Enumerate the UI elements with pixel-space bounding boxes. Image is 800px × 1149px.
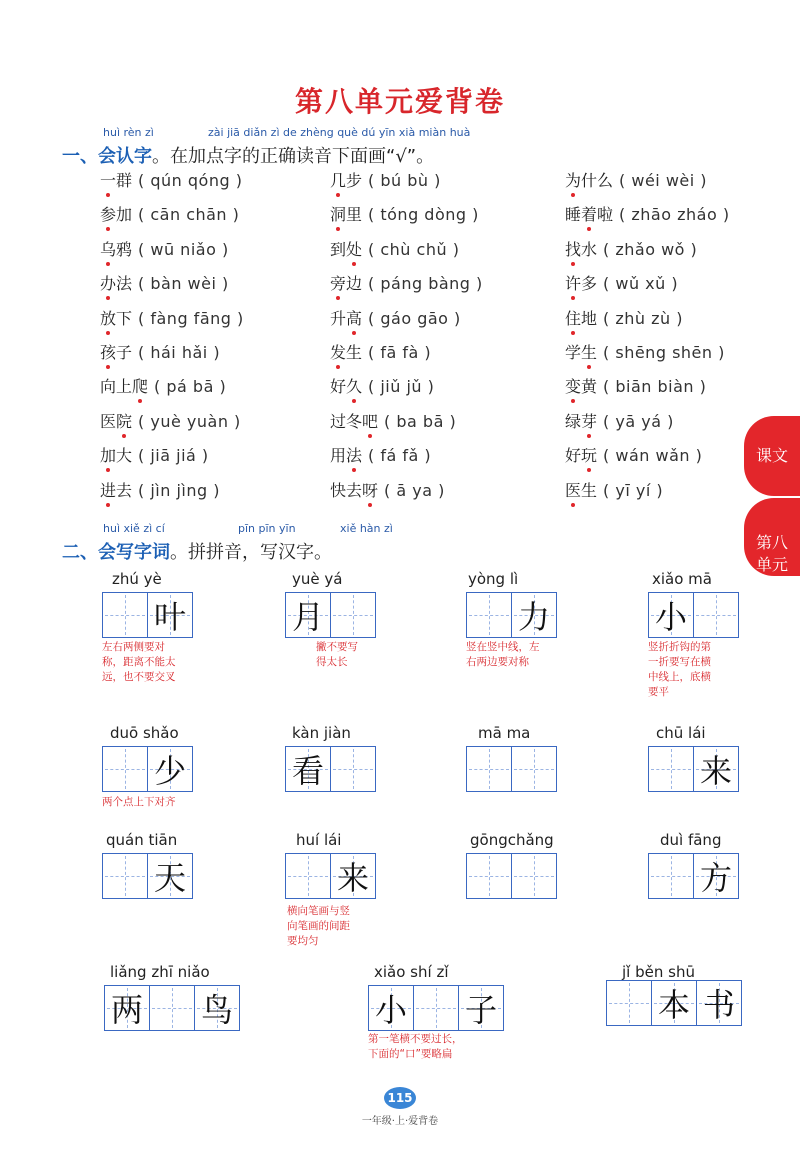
tianzige-cell[interactable]	[147, 593, 192, 637]
character: 升	[330, 308, 347, 328]
writing-pinyin: xiǎo shí zǐ	[374, 963, 449, 981]
tianzige-cell[interactable]	[105, 986, 149, 1030]
reading-options[interactable]: ( shēng shēn )	[603, 343, 725, 362]
dotted-character: 参	[100, 202, 116, 225]
reading-options[interactable]: ( zhǎo wǒ )	[603, 239, 698, 259]
reading-word	[330, 271, 362, 294]
tianzige-cell[interactable]	[147, 854, 192, 898]
reading-word	[565, 168, 613, 191]
writing-box	[104, 985, 240, 1031]
dotted-character: 爬	[132, 374, 148, 397]
tianzige-cell[interactable]	[467, 854, 511, 898]
model-character: 力	[517, 598, 550, 636]
reading-item	[330, 409, 456, 443]
dotted-character: 着	[581, 202, 597, 225]
tianzige-cell[interactable]	[693, 593, 738, 637]
reading-options[interactable]: ( qún qóng )	[138, 171, 243, 190]
writing-box	[102, 853, 193, 899]
writing-box	[466, 746, 557, 792]
writing-tip: 横向笔画与竖 向笔画的间距 要均匀	[287, 905, 350, 947]
writing-box	[466, 853, 557, 899]
dotted-character: 玩	[581, 443, 597, 466]
writing-box	[648, 746, 739, 792]
tab-unit-8[interactable]	[744, 498, 800, 576]
reading-options[interactable]: ( hái hǎi )	[138, 343, 221, 362]
reading-item	[100, 237, 229, 271]
tianzige-cell[interactable]	[147, 747, 192, 791]
character: 水	[581, 239, 598, 259]
reading-item	[565, 306, 683, 340]
writing-pinyin: huí lái	[296, 831, 342, 849]
reading-options[interactable]: ( chù chǔ )	[368, 239, 460, 259]
character: 生	[581, 480, 598, 500]
reading-options[interactable]: ( fàng fāng )	[138, 308, 244, 328]
reading-word	[100, 271, 132, 294]
tianzige-cell[interactable]	[649, 747, 693, 791]
reading-item	[330, 340, 431, 374]
reading-word	[330, 374, 362, 397]
reading-options[interactable]: ( jìn jìng )	[138, 480, 220, 500]
tianzige-cell[interactable]	[103, 747, 147, 791]
reading-options[interactable]: ( gáo gāo )	[368, 308, 461, 328]
section1-number: 一、	[62, 146, 98, 167]
writing-pinyin: liǎng zhī niǎo	[110, 963, 210, 981]
dotted-character: 为	[565, 168, 581, 191]
writing-tip: 撇不要写 得太长	[316, 641, 358, 668]
tianzige-cell[interactable]	[693, 747, 738, 791]
tianzige-cell[interactable]	[330, 854, 375, 898]
reading-options[interactable]: ( zhāo zháo )	[619, 205, 730, 225]
reading-options[interactable]: ( fā fà )	[368, 343, 432, 362]
character: 大	[116, 446, 133, 466]
writing-pinyin: jǐ běn shū	[622, 963, 695, 981]
dotted-character: 院	[116, 409, 132, 432]
dotted-character: 变	[565, 374, 581, 397]
writing-box	[368, 985, 504, 1031]
page-number: 115	[384, 1087, 416, 1109]
tianzige-cell[interactable]	[194, 986, 239, 1030]
dotted-character: 医	[565, 478, 581, 501]
dotted-character: 许	[565, 271, 581, 294]
character: 去	[346, 480, 363, 500]
dotted-character: 吧	[362, 409, 378, 432]
reading-item	[100, 306, 244, 340]
character: 冬	[346, 411, 363, 431]
reading-word	[565, 306, 597, 329]
reading-word	[565, 340, 597, 363]
reading-options[interactable]: ( ā ya )	[384, 480, 445, 500]
reading-item	[330, 271, 483, 305]
character: 多	[581, 274, 598, 294]
reading-item	[330, 168, 441, 202]
tianzige-cell[interactable]	[103, 593, 147, 637]
tianzige-cell[interactable]	[511, 747, 556, 791]
dotted-character: 法	[346, 443, 362, 466]
reading-options[interactable]: ( wán wǎn )	[603, 446, 703, 466]
character: 里	[346, 205, 363, 225]
reading-word	[330, 237, 362, 260]
writing-pinyin: yuè yá	[292, 570, 343, 588]
model-character: 小	[654, 598, 687, 636]
dotted-character: 孩	[100, 340, 116, 363]
reading-item	[100, 374, 226, 408]
character: 过	[330, 411, 347, 431]
character: 去	[116, 480, 133, 500]
section2-key-pinyin: huì xiě zì cí	[103, 522, 165, 535]
writing-pinyin: kàn jiàn	[292, 724, 351, 742]
writing-box	[285, 592, 376, 638]
writing-pinyin: mā ma	[478, 724, 531, 742]
character: 地	[581, 308, 598, 328]
character: 啦	[597, 205, 614, 225]
model-character: 本	[657, 986, 690, 1024]
reading-options[interactable]: ( yuè yuàn )	[138, 411, 241, 431]
dotted-character: 呀	[362, 478, 378, 501]
reading-item	[565, 374, 706, 408]
reading-item	[565, 443, 702, 477]
writing-box	[648, 592, 739, 638]
model-character: 小	[374, 991, 407, 1029]
section2-instruction: 。拼拼音，写汉字。	[170, 542, 332, 563]
character: 医	[100, 411, 117, 431]
tianzige-cell[interactable]	[511, 854, 556, 898]
reading-item	[330, 374, 434, 408]
reading-item	[100, 340, 220, 374]
reading-item	[100, 443, 209, 477]
tianzige-cell[interactable]	[369, 986, 413, 1030]
section2-heading	[62, 538, 332, 564]
character: 向	[100, 377, 117, 397]
tianzige-cell[interactable]	[286, 747, 330, 791]
reading-item	[330, 443, 431, 477]
page-title: 第八单元爱背卷	[294, 85, 505, 118]
tianzige-cell[interactable]	[693, 854, 738, 898]
reading-word	[330, 409, 378, 432]
reading-item	[565, 271, 678, 305]
writing-pinyin: duì fāng	[660, 831, 722, 849]
dotted-character: 高	[346, 306, 362, 329]
section1-key: 会认字	[98, 146, 152, 167]
reading-item	[100, 271, 229, 305]
reading-options[interactable]: ( biān biàn )	[603, 377, 707, 397]
reading-options[interactable]: ( bàn wèi )	[138, 274, 229, 294]
tianzige-cell[interactable]	[649, 854, 693, 898]
model-character: 方	[699, 859, 732, 897]
character: 么	[597, 171, 614, 190]
dotted-character: 旁	[330, 271, 346, 294]
model-character: 书	[702, 986, 735, 1024]
dotted-character: 乌	[100, 237, 116, 260]
reading-options[interactable]: ( jiā jiá )	[138, 446, 209, 466]
tianzige-cell[interactable]	[511, 593, 556, 637]
dotted-character: 加	[100, 443, 116, 466]
section2-instruction-pinyin-2: xiě hàn zì	[340, 522, 393, 535]
reading-word	[100, 478, 132, 501]
writing-pinyin: duō shǎo	[110, 724, 179, 742]
character: 鸦	[116, 239, 133, 259]
section2-key: 会写字词	[98, 542, 170, 563]
reading-word	[330, 306, 362, 329]
reading-options[interactable]: ( ba bā )	[384, 411, 457, 431]
character: 好	[330, 377, 347, 397]
dotted-character: 久	[346, 374, 362, 397]
model-character: 天	[153, 859, 186, 897]
character: 加	[116, 205, 133, 225]
tianzige-cell[interactable]	[651, 981, 696, 1025]
section1-instruction: 。在加点字的正确读音下面画“√”。	[152, 146, 435, 167]
reading-item	[330, 306, 461, 340]
writing-box	[102, 746, 193, 792]
reading-word	[100, 202, 132, 225]
tab-lessons[interactable]	[744, 416, 800, 496]
tianzige-cell[interactable]	[649, 593, 693, 637]
character: 用	[330, 446, 347, 466]
reading-options[interactable]: ( wū niǎo )	[138, 239, 229, 259]
model-character: 来	[336, 859, 369, 897]
writing-tip: 竖在竖中线，左 右两边要对称	[466, 641, 540, 668]
writing-pinyin: gōngchǎng	[470, 831, 554, 849]
model-character: 子	[464, 991, 497, 1029]
reading-item	[565, 340, 725, 374]
reading-options[interactable]: ( bú bù )	[368, 171, 441, 190]
page-footer: 一年级·上·爱背卷	[361, 1116, 439, 1127]
tianzige-cell[interactable]	[286, 593, 330, 637]
tianzige-cell[interactable]	[467, 593, 511, 637]
section1-heading	[62, 142, 434, 168]
character: 法	[116, 274, 133, 294]
reading-options[interactable]: ( fá fǎ )	[368, 446, 432, 466]
writing-tip: 竖折折钩的第 一折要写在横 中线上，底横 要平	[648, 641, 711, 698]
reading-item	[565, 202, 730, 236]
character: 子	[116, 343, 133, 362]
reading-word	[330, 478, 378, 501]
character: 生	[346, 343, 363, 362]
writing-tip: 第一笔横不要过长， 下面的“口”要略扁	[368, 1033, 463, 1060]
dotted-character: 住	[565, 306, 581, 329]
reading-word	[100, 237, 132, 260]
character: 群	[116, 171, 133, 190]
writing-box	[466, 592, 557, 638]
reading-word	[100, 340, 132, 363]
character: 学	[565, 343, 582, 362]
reading-word	[565, 374, 597, 397]
writing-box	[606, 980, 742, 1026]
reading-item	[100, 202, 239, 236]
writing-box	[648, 853, 739, 899]
dotted-character: 放	[100, 306, 116, 329]
reading-word	[565, 409, 597, 432]
reading-word	[100, 168, 132, 191]
tianzige-cell[interactable]	[103, 854, 147, 898]
reading-options[interactable]: ( zhù zù )	[603, 308, 683, 328]
writing-box	[285, 853, 376, 899]
reading-word	[100, 374, 148, 397]
dotted-character: 处	[346, 237, 362, 260]
tianzige-cell[interactable]	[467, 747, 511, 791]
reading-item	[565, 168, 707, 202]
section2-instruction-pinyin-1: pīn pīn yīn	[238, 522, 296, 535]
reading-item	[100, 409, 241, 443]
writing-box	[102, 592, 193, 638]
model-character: 鸟	[200, 991, 233, 1029]
dotted-character: 办	[100, 271, 116, 294]
model-character: 叶	[153, 598, 186, 636]
model-character: 看	[291, 752, 324, 790]
reading-item	[330, 237, 459, 271]
tianzige-cell[interactable]	[696, 981, 741, 1025]
dotted-character: 找	[565, 237, 581, 260]
reading-options[interactable]: ( wǔ xǔ )	[603, 274, 679, 294]
reading-word	[100, 409, 132, 432]
character: 什	[581, 171, 598, 190]
reading-word	[330, 340, 362, 363]
writing-pinyin: xiǎo mā	[652, 570, 712, 588]
dotted-character: 洞	[330, 202, 346, 225]
reading-item	[100, 168, 242, 202]
model-character: 月	[291, 598, 324, 636]
writing-tip: 左右两侧要对 称，距离不能太 远，也不要交叉	[102, 641, 176, 683]
reading-item	[330, 478, 445, 512]
character: 下	[116, 308, 133, 328]
reading-word	[565, 237, 597, 260]
reading-word	[330, 168, 362, 191]
reading-options[interactable]: ( yī yí )	[603, 480, 664, 500]
tianzige-cell[interactable]	[330, 593, 375, 637]
reading-item	[565, 478, 663, 512]
section1-instruction-pinyin: zài jiā diǎn zì de zhèng què dú yīn xià miàn huà	[208, 126, 471, 139]
section1-key-pinyin: huì rèn zì	[103, 126, 154, 139]
dotted-character: 一	[100, 168, 116, 191]
writing-pinyin: quán tiān	[106, 831, 178, 849]
reading-word	[565, 271, 597, 294]
reading-word	[100, 443, 132, 466]
reading-word	[565, 478, 597, 501]
reading-options[interactable]: ( wéi wèi )	[619, 171, 708, 190]
tab-lessons-label: 课文	[755, 446, 788, 465]
character: 绿	[565, 411, 582, 431]
model-character: 来	[699, 752, 732, 790]
character: 上	[116, 377, 133, 397]
character: 睡	[565, 205, 582, 225]
writing-box	[285, 746, 376, 792]
writing-pinyin: chū lái	[656, 724, 706, 742]
reading-item	[565, 409, 674, 443]
dotted-character: 进	[100, 478, 116, 501]
character: 步	[346, 171, 363, 190]
model-character: 少	[153, 752, 186, 790]
dotted-character: 几	[330, 168, 346, 191]
tianzige-cell[interactable]	[330, 747, 375, 791]
tianzige-cell[interactable]	[607, 981, 651, 1025]
reading-word	[565, 202, 613, 225]
character: 好	[565, 446, 582, 466]
writing-tip: 两个点上下对齐	[102, 796, 176, 808]
character: 到	[330, 239, 347, 259]
writing-pinyin: yòng lì	[468, 570, 519, 588]
reading-item	[565, 237, 697, 271]
section2-number: 二、	[62, 542, 98, 563]
writing-pinyin: zhú yè	[112, 570, 162, 588]
reading-options[interactable]: ( páng bàng )	[368, 274, 483, 294]
tianzige-cell[interactable]	[413, 986, 458, 1030]
reading-word	[330, 443, 362, 466]
dotted-character: 生	[581, 340, 597, 363]
character: 黄	[581, 377, 598, 397]
tianzige-cell[interactable]	[286, 854, 330, 898]
dotted-character: 发	[330, 340, 346, 363]
model-character: 两	[110, 991, 143, 1029]
character: 边	[346, 274, 363, 294]
reading-item	[100, 478, 220, 512]
reading-word	[100, 306, 132, 329]
dotted-character: 芽	[581, 409, 597, 432]
reading-word	[565, 443, 597, 466]
reading-word	[330, 202, 362, 225]
reading-options[interactable]: ( pá bā )	[154, 377, 227, 397]
reading-item	[330, 202, 479, 236]
reading-options[interactable]: ( cān chān )	[138, 205, 240, 225]
reading-options[interactable]: ( jiǔ jǔ )	[368, 377, 435, 397]
reading-options[interactable]: ( tóng dòng )	[368, 205, 479, 225]
tab-unit-8-label: 第八 单元	[755, 533, 788, 574]
reading-options[interactable]: ( yā yá )	[603, 411, 674, 431]
character: 快	[330, 480, 347, 500]
tianzige-cell[interactable]	[149, 986, 194, 1030]
tianzige-cell[interactable]	[458, 986, 503, 1030]
